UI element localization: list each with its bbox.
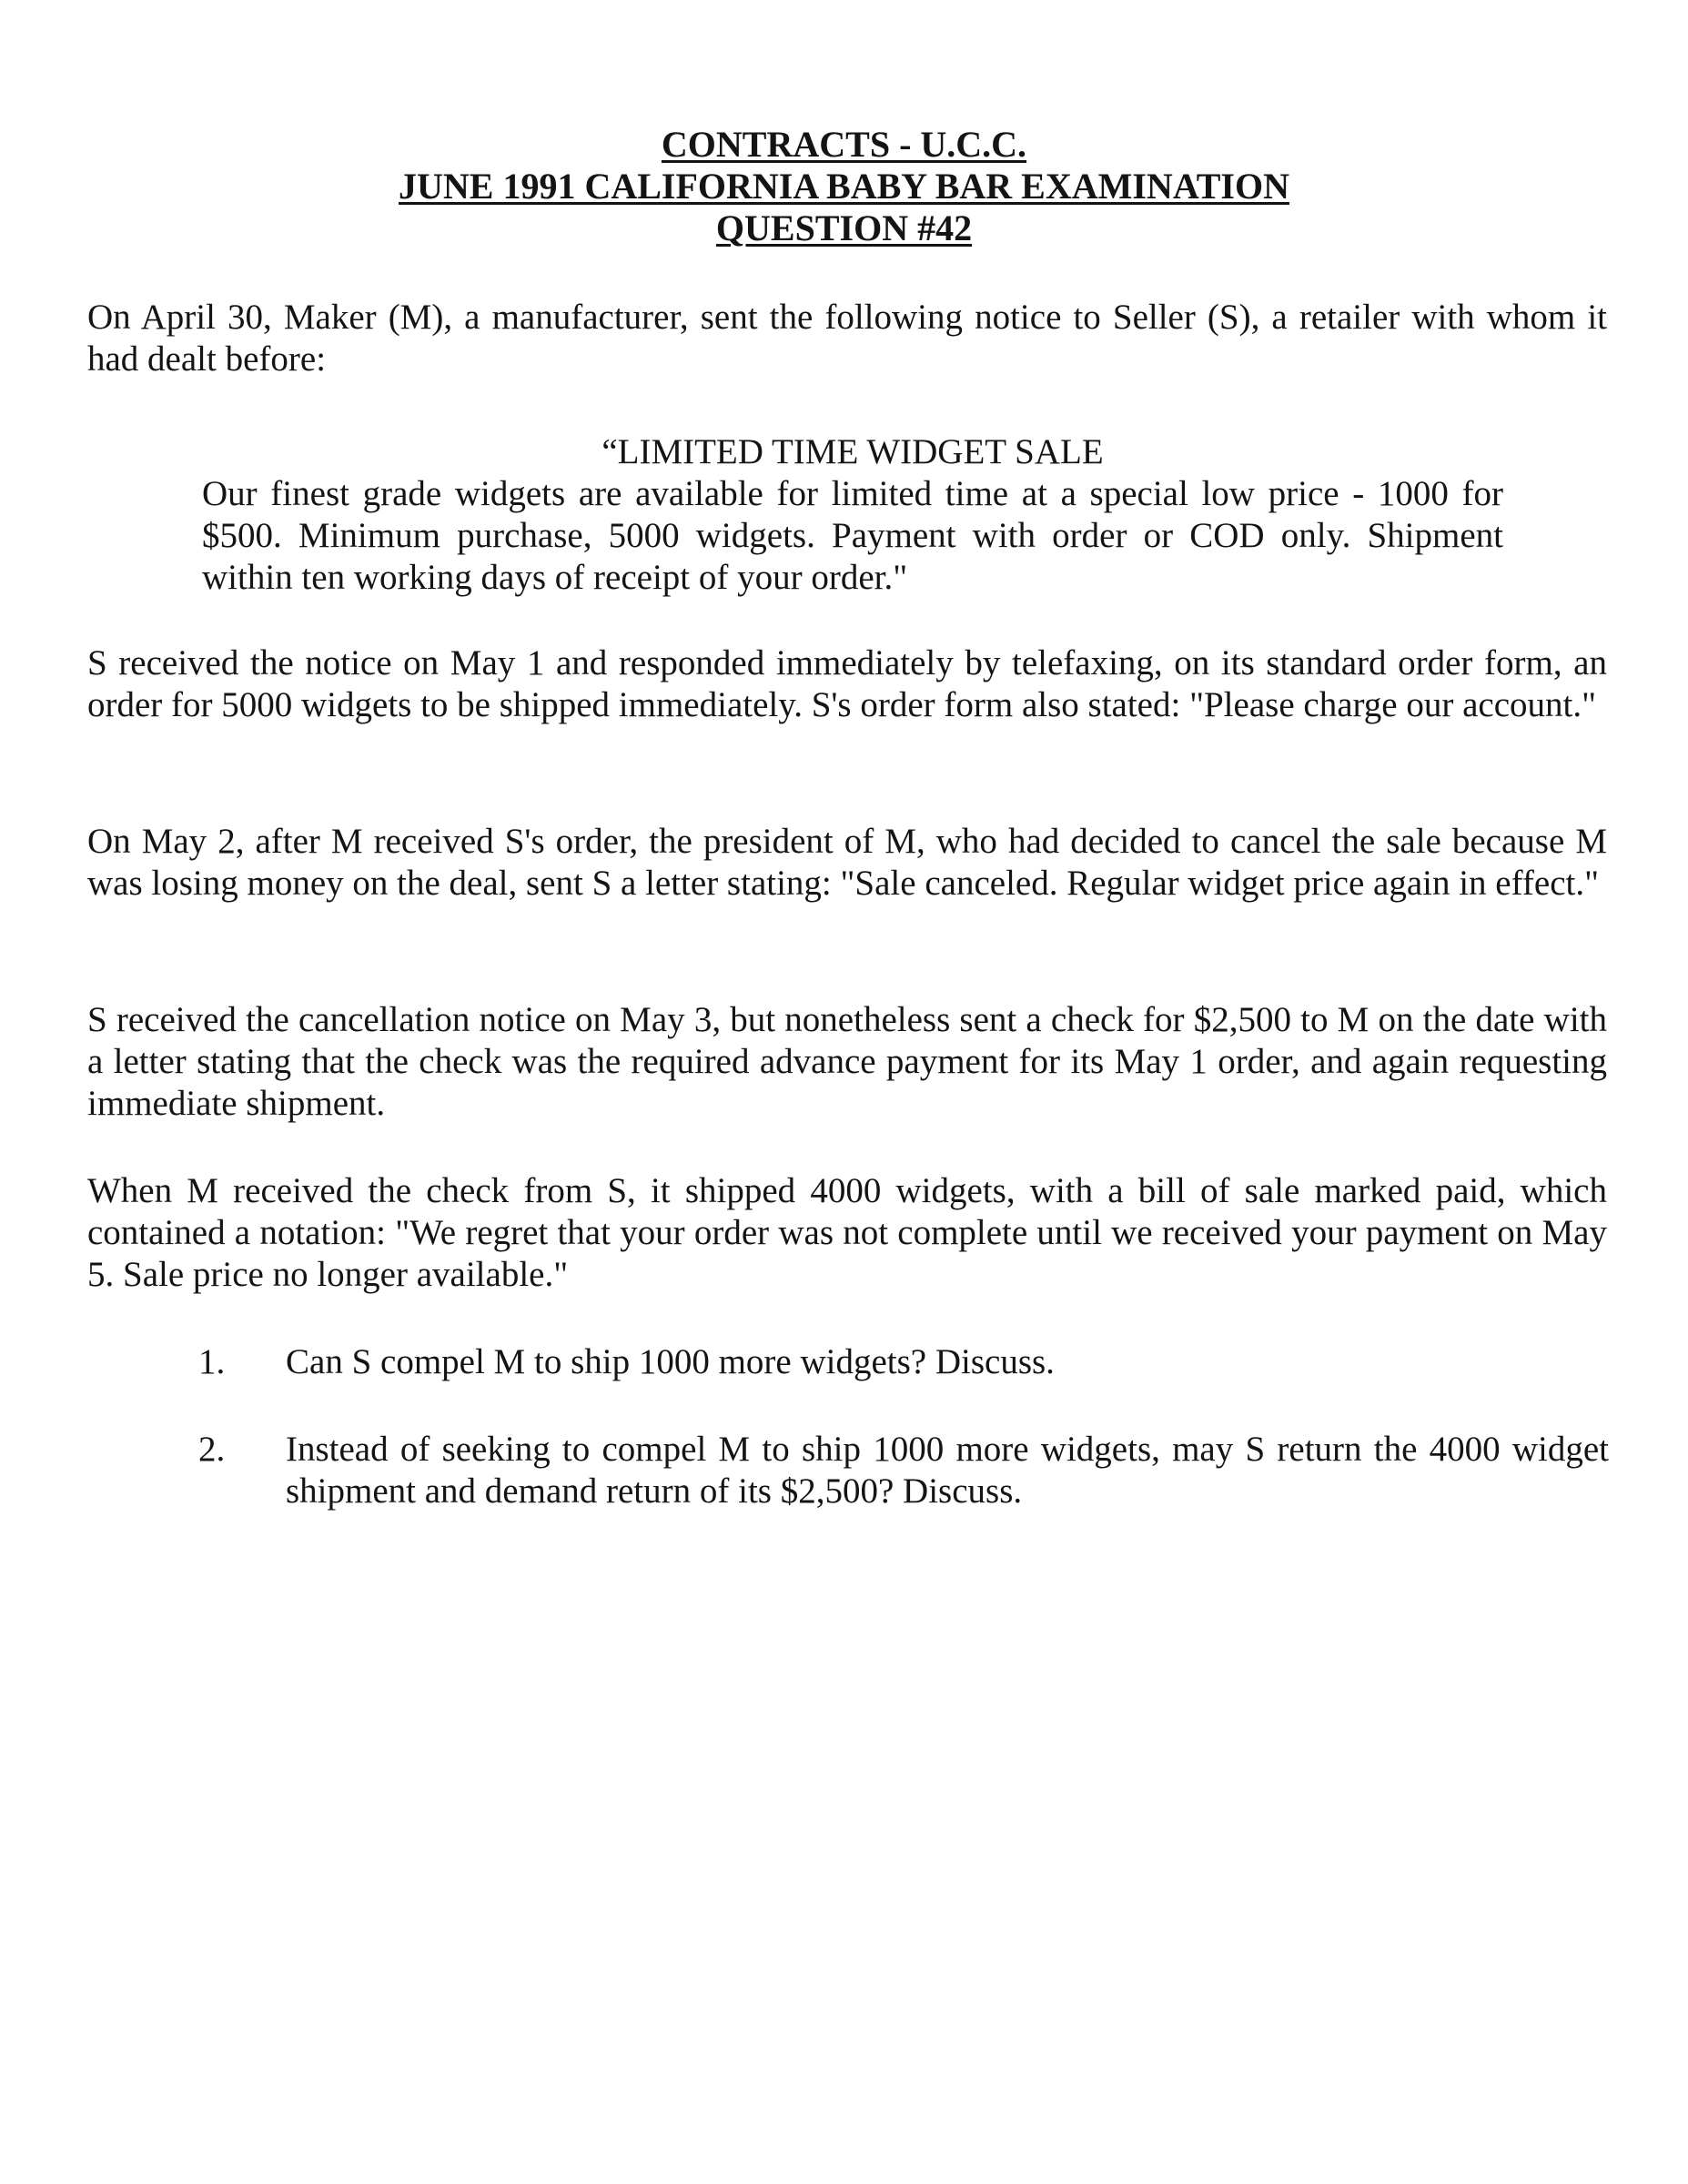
question-item (198, 1341, 1609, 1383)
paragraph-order: S received the notice on May 1 and responded immediately by telefaxing, on its standard order form, an order for 5000 widgets to be shipped immediately. S's order form also stated: "Please charge our account." (87, 643, 1607, 724)
header-question-number: QUESTION #42 (715, 207, 973, 248)
paragraph-payment: S received the cancellation notice on May 3, but nonetheless sent a check for $2,500 to M on the date with a letter stating that the check was the required advance payment for its May 1 order, and again requesting immediate shipment. (87, 1000, 1607, 1123)
sale-notice-title: “LIMITED TIME WIDGET SALE (601, 432, 1104, 471)
paragraph-shipment: When M received the check from S, it shipped 4000 widgets, with a bill of sale marked paid, which contained a notation: "We regret that your order was not complete until we received your payment on May 5. Sale price no longer available." (87, 1171, 1607, 1294)
question-item (198, 1429, 1609, 1512)
sale-notice (202, 431, 1503, 599)
question-number: 1. (198, 1342, 226, 1381)
header-exam: JUNE 1991 CALIFORNIA BABY BAR EXAMINATION (399, 166, 1289, 207)
question-text: Can S compel M to ship 1000 more widgets? Discuss. (286, 1342, 1055, 1381)
header-subject: CONTRACTS - U.C.C. (661, 124, 1027, 165)
paragraph-cancellation: On May 2, after M received S's order, the president of M, who had decided to cancel the sale because M was losing money on the deal, sent S a letter stating: "Sale canceled. Regular widget price again in effect." (87, 822, 1607, 903)
question-text: Instead of seeking to compel M to ship 1000 more widgets, may S return the 4000 widget shipment and demand return of its $2,500? Discuss. (286, 1430, 1609, 1511)
intro-paragraph: On April 30, Maker (M), a manufacturer, sent the following notice to Seller (S), a retailer with whom it had dealt before: (87, 298, 1607, 379)
question-number: 2. (198, 1430, 226, 1469)
sale-notice-body: Our finest grade widgets are available for limited time at a special low price - 1000 for $500. Minimum purchase, 5000 widgets. Payment with order or COD only. Shipment within ten working days of receipt of your order." (202, 474, 1503, 597)
document-header (0, 124, 1688, 249)
